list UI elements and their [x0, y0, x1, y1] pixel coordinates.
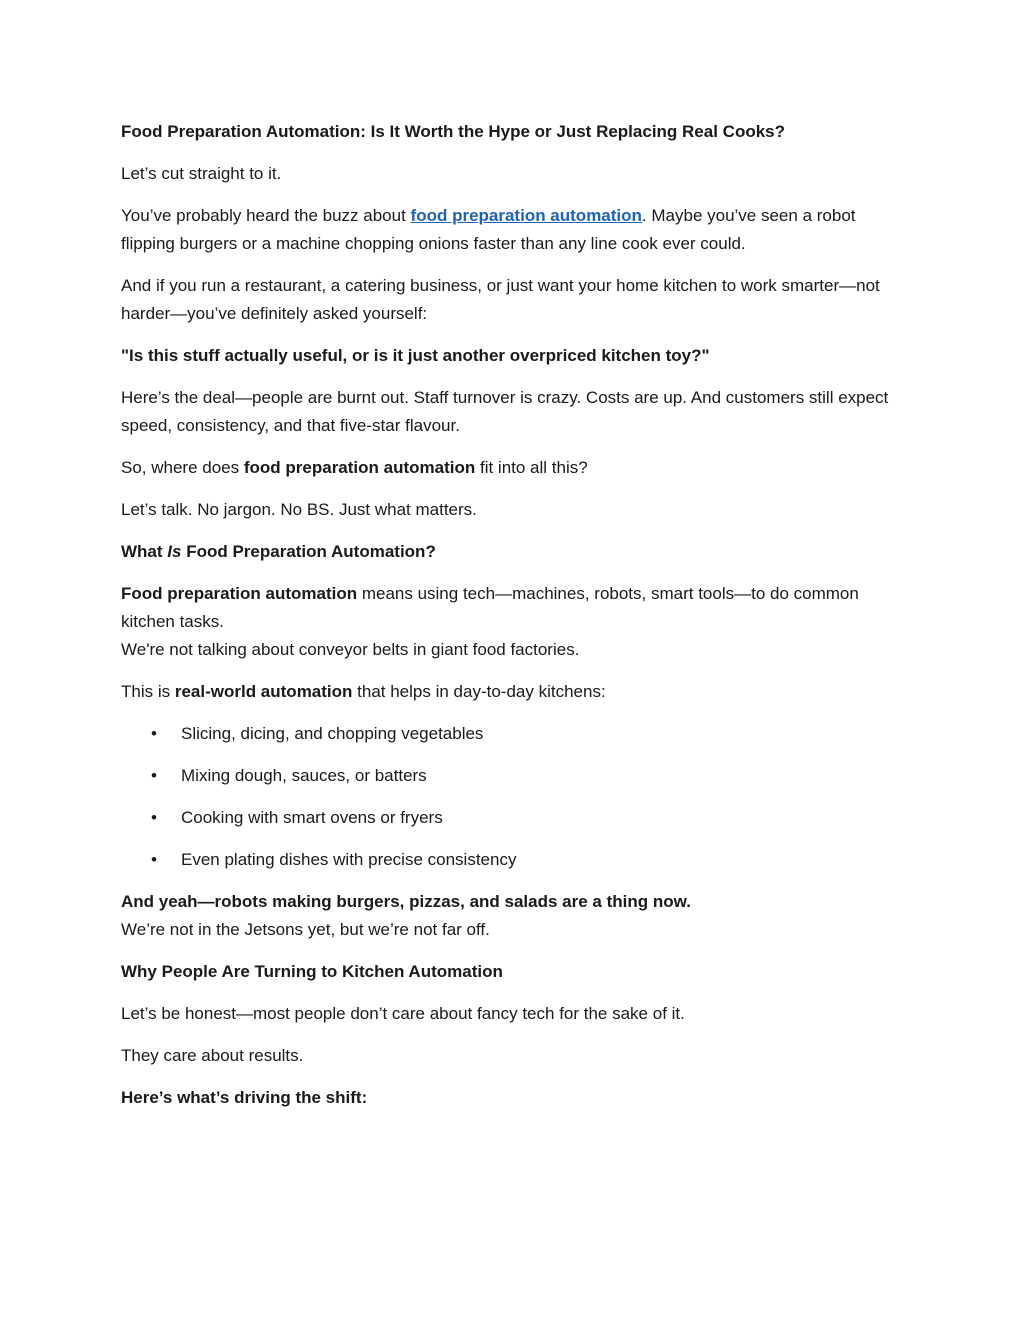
list-item [151, 720, 901, 748]
paragraph-where-bold: food preparation automation [243, 458, 476, 477]
paragraph-where-text-2: fit into all this? [475, 458, 588, 477]
paragraph-real-world-text-1: This is [121, 682, 175, 701]
list-item [151, 804, 901, 832]
paragraph-robots-line2: We’re not in the Jetsons yet, but we’re not far off. [121, 920, 490, 939]
paragraph-real-world-text-2: that helps in day-to-day kitchens: [352, 682, 606, 701]
paragraph-where-text-1: So, where does [121, 458, 244, 477]
paragraph-buzz-text-1: You’ve probably heard the buzz about [121, 206, 411, 225]
paragraph-buzz [121, 202, 901, 258]
quote-question: "Is this stuff actually useful, or is it just another overpriced kitchen toy?" [121, 346, 710, 365]
list-item-text: Cooking with smart ovens or fryers [181, 808, 443, 827]
bullet-icon: • [151, 766, 157, 785]
paragraph-robots-bold: And yeah—robots making burgers, pizzas, and salads are a thing now. [121, 892, 691, 911]
heading-driving-shift: Here’s what’s driving the shift: [121, 1088, 368, 1107]
paragraph-where [121, 454, 901, 482]
document-body [121, 118, 901, 1126]
document-title: Food Preparation Automation: Is It Worth the Hype or Just Replacing Real Cooks? [121, 122, 786, 141]
paragraph-intro: Let’s cut straight to it. [121, 164, 282, 183]
list-item [151, 846, 901, 874]
paragraph-definition [121, 580, 901, 664]
paragraph-robots [121, 888, 901, 944]
paragraph-definition-bold: Food preparation automation [121, 584, 358, 603]
heading-what-is-text-2: Food Preparation Automation? [181, 542, 436, 561]
paragraph-real-world [121, 678, 901, 706]
heading-what-is [121, 538, 901, 566]
paragraph-definition-line2: We're not talking about conveyor belts in giant food factories. [121, 640, 580, 659]
list-item [151, 762, 901, 790]
list-item-text: Mixing dough, sauces, or batters [181, 766, 427, 785]
task-list [121, 720, 901, 874]
heading-what-is-text-1: What [121, 542, 168, 561]
bullet-icon: • [151, 850, 157, 869]
paragraph-talk: Let’s talk. No jargon. No BS. Just what matters. [121, 500, 477, 519]
bullet-icon: • [151, 808, 157, 827]
list-item-text: Slicing, dicing, and chopping vegetables [181, 724, 484, 743]
paragraph-real-world-bold: real-world automation [174, 682, 353, 701]
paragraph-deal: Here’s the deal—people are burnt out. Staff turnover is crazy. Costs are up. And customers still expect speed, consistency, and that five-star flavour. [121, 388, 889, 435]
list-item-text: Even plating dishes with precise consistency [181, 850, 517, 869]
heading-why-people: Why People Are Turning to Kitchen Automation [121, 962, 503, 981]
paragraph-honest: Let’s be honest—most people don’t care about fancy tech for the sake of it. [121, 1004, 685, 1023]
paragraph-buzz-text-2: . Maybe you’ve seen a robot flipping burgers or a machine chopping onions faster than any line cook ever could. [121, 206, 856, 253]
paragraph-restaurant: And if you run a restaurant, a catering business, or just want your home kitchen to work smarter—not harder—you’ve definitely asked yourself: [121, 276, 880, 323]
paragraph-results: They care about results. [121, 1046, 304, 1065]
heading-what-is-italic: Is [167, 542, 182, 561]
food-preparation-automation-link[interactable]: food preparation automation [410, 206, 642, 225]
bullet-icon: • [151, 724, 157, 743]
paragraph-definition-text: means using tech—machines, robots, smart tools—to do common kitchen tasks. [121, 584, 859, 631]
